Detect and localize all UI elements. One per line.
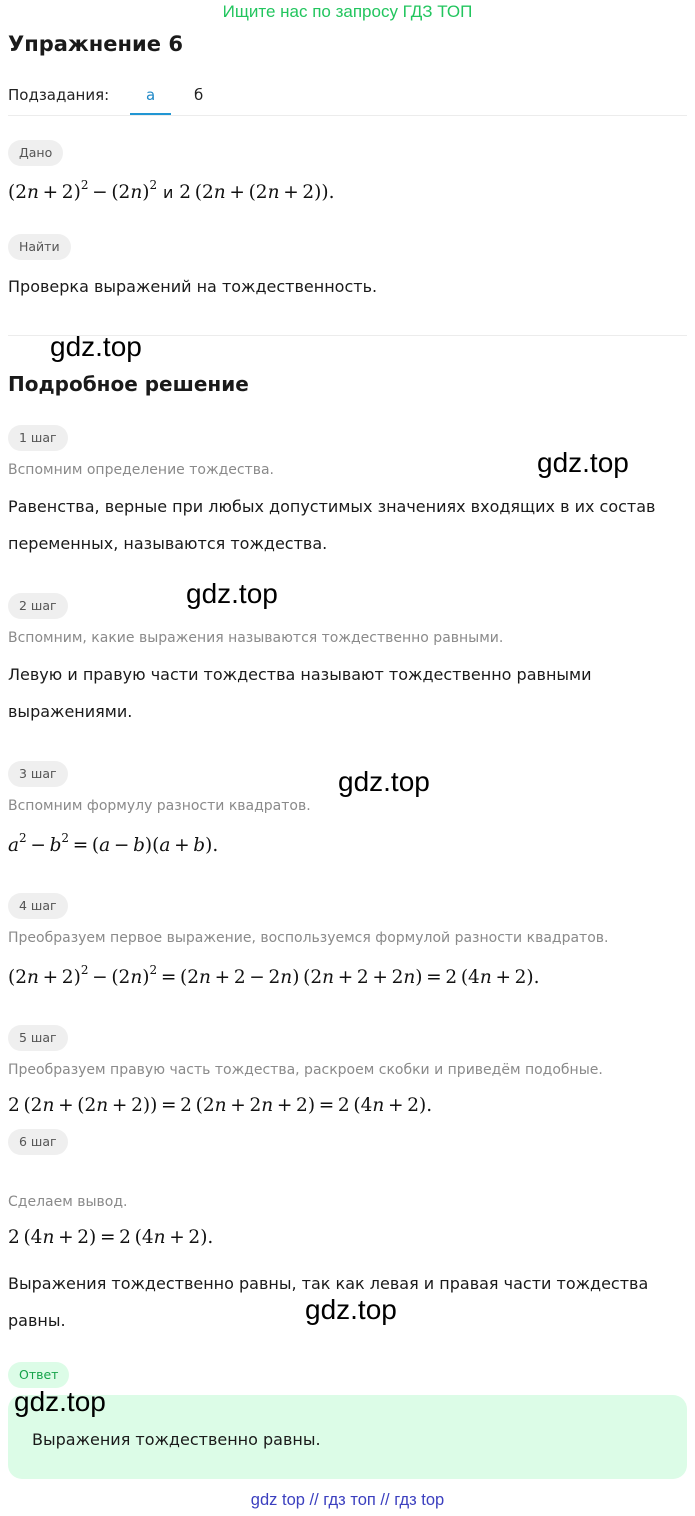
watermark: gdz.top	[305, 1294, 397, 1325]
step-pill: 2 шаг	[8, 593, 68, 619]
watermark: gdz.top	[14, 1386, 106, 1417]
tab-b[interactable]: б	[194, 86, 204, 104]
divider	[8, 115, 687, 116]
watermark: gdz.top	[186, 578, 278, 609]
page-title: Упражнение 6	[8, 32, 183, 56]
step-text: Равенства, верные при любых допустимых значениях входящих в их состав переменных, называются тождества.	[8, 497, 656, 553]
footer	[0, 1491, 695, 1510]
subtasks-label: Подзадания:	[8, 86, 110, 104]
footer-separator: //	[380, 1491, 390, 1509]
step-text: Выражения тождественно равны, так как левая и правая части тождества равны.	[8, 1274, 649, 1330]
given-pill: Дано	[8, 140, 63, 166]
given-expression: $(2n + 2)^2 - (2n)^2$ и 2 (2n + (2n + 2)).	[8, 178, 335, 203]
step-formula: 2 (4n + 2) = 2 (4n + 2).	[8, 1227, 214, 1248]
step-hint: Преобразуем правую часть тождества, раскроем скобки и приведём подобные.	[8, 1062, 603, 1078]
footer-link[interactable]: гдз top	[394, 1491, 445, 1509]
step-formula: $(2n + 2)^2 - (2n)^2 = (2n + 2 - 2n)$ (2n + 2 + 2n) = 2 (4n + 2).	[8, 963, 540, 988]
step-pill: 3 шаг	[8, 761, 68, 787]
find-pill: Найти	[8, 234, 71, 260]
given-conjunction: и	[163, 183, 174, 202]
watermark: gdz.top	[338, 766, 430, 797]
step-hint: Вспомним формулу разности квадратов.	[8, 798, 311, 814]
footer-link[interactable]: gdz top	[250, 1491, 305, 1509]
solution-heading: Подробное решение	[8, 372, 249, 396]
step-pill: 5 шаг	[8, 1025, 68, 1051]
step-hint: Вспомним, какие выражения называются тождественно равными.	[8, 630, 504, 646]
tab-a[interactable]: а	[146, 86, 156, 104]
step-hint: Сделаем вывод.	[8, 1194, 128, 1210]
top-banner: Ищите нас по запросу ГДЗ ТОП	[222, 2, 473, 21]
step-hint: Вспомним определение тождества.	[8, 462, 274, 478]
step-pill: 6 шаг	[8, 1129, 68, 1155]
watermark: gdz.top	[50, 331, 142, 362]
step-hint: Преобразуем первое выражение, воспользуемся формулой разности квадратов.	[8, 930, 609, 946]
step-formula: $a^2 - b^2 = (a - b)(a + b)$.	[8, 831, 219, 856]
answer-pill: Ответ	[8, 1362, 69, 1388]
answer-text: Выражения тождественно равны.	[32, 1430, 321, 1449]
step-formula: 2 (2n + (2n + 2)) = 2 (2n + 2n + 2) = 2 (4n + 2).	[8, 1095, 433, 1116]
footer-link[interactable]: гдз топ	[323, 1491, 376, 1509]
step-text: Левую и правую части тождества называют тождественно равными выражениями.	[8, 665, 592, 721]
step-pill: 1 шаг	[8, 425, 68, 451]
find-text: Проверка выражений на тождественность.	[8, 277, 378, 296]
footer-separator: //	[309, 1491, 319, 1509]
watermark: gdz.top	[537, 447, 629, 478]
step-pill: 4 шаг	[8, 893, 68, 919]
